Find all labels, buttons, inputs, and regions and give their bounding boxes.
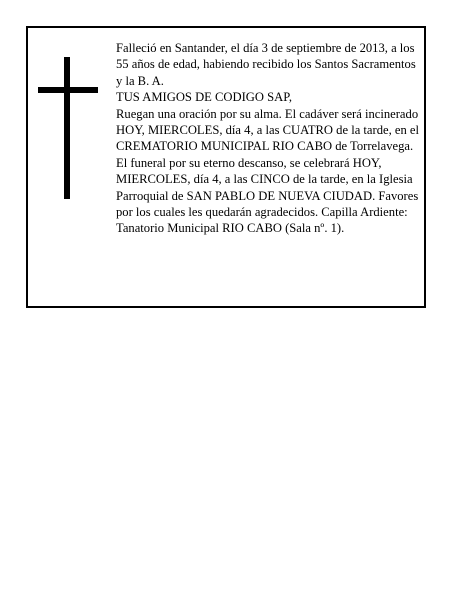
cross-icon [38,57,98,199]
obituary-intro: Falleció en Santander, el día 3 de septiembre de 2013, a los 55 años de edad, habiendo recibido los Santos Sacramentos y la B. A. [116,41,416,88]
cross-horizontal-bar [38,87,98,93]
cross-vertical-bar [64,57,70,199]
obituary-signatories: TUS AMIGOS DE CODIGO SAP, [116,90,292,105]
obituary-notice [26,26,426,308]
obituary-text [116,40,422,237]
obituary-body: Ruegan una oración por su alma. El cadáver será incinerado HOY, MIERCOLES, día 4, a las CUATRO de la tarde, en el CREMATORIO MUNICIPAL RIO CABO de Torrelavega. El funeral por su eterno descanso, se celebrará HOY, MIERCOLES, día 4, a las CINCO de la tarde, en la Iglesia Parroquial de SAN PABLO DE NUEVA CIUDAD. Favores por los cuales les quedarán agradecidos. Capilla Ardiente: Tanatorio Municipal RIO CABO (Sala nº. 1). [116,106,420,236]
